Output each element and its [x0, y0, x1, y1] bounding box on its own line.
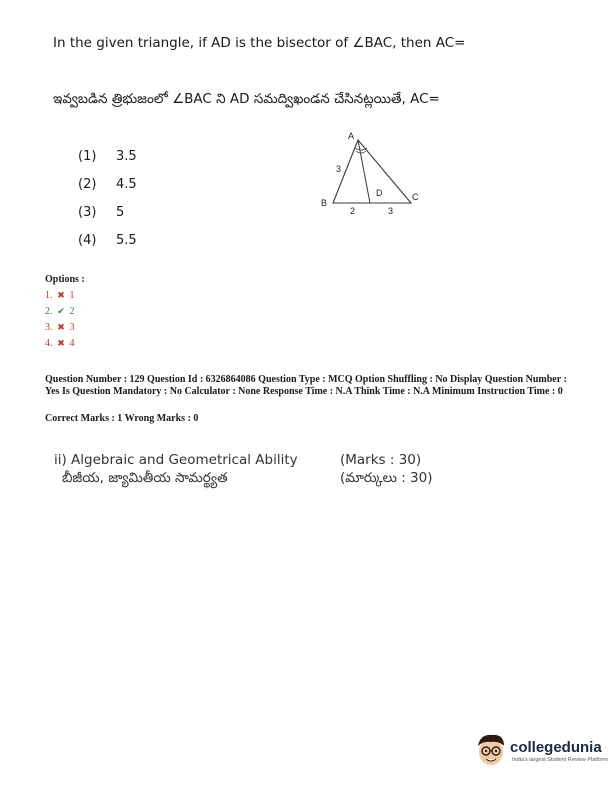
choice-4 [78, 233, 137, 248]
choice-3 [78, 205, 124, 220]
triangle-figure [315, 128, 425, 218]
choice-value: 5 [116, 205, 125, 220]
marks-info: Correct Marks : 1 Wrong Marks : 0 [45, 413, 199, 424]
check-icon: ✔ [57, 306, 65, 316]
triangle-abc [333, 140, 411, 203]
choice-value: 3.5 [116, 149, 137, 164]
option-label: 4. [45, 338, 53, 349]
option-2 [45, 306, 75, 317]
option-label: 2. [45, 306, 53, 317]
option-label: 1. [45, 290, 53, 301]
label-b: B [321, 198, 328, 208]
option-1 [45, 290, 75, 301]
choice-1 [78, 149, 137, 164]
label-a: A [348, 131, 355, 141]
section-title-telugu: బీజీయ, జ్యామితీయ సామర్థ్యత [62, 470, 228, 486]
choice-number: (1) [78, 149, 97, 164]
option-4 [45, 338, 75, 349]
logo-mascot-icon [474, 732, 508, 772]
cross-icon: ✖ [57, 322, 65, 332]
option-label: 3. [45, 322, 53, 333]
choice-number: (2) [78, 177, 97, 192]
label-d: D [376, 188, 383, 198]
options-title: Options : [45, 274, 85, 285]
option-value: 3 [69, 322, 75, 333]
section-marks-english: (Marks : 30) [340, 452, 422, 468]
segment-bd-length: 2 [350, 206, 356, 216]
choice-number: (3) [78, 205, 97, 220]
option-value: 4 [69, 338, 75, 349]
option-value: 2 [69, 306, 75, 317]
option-value: 1 [69, 290, 75, 301]
section-title-english: ii) Algebraic and Geometrical Ability [54, 452, 298, 468]
choice-number: (4) [78, 233, 97, 248]
label-c: C [412, 192, 419, 202]
side-ab-length: 3 [336, 164, 342, 174]
question-metadata: Question Number : 129 Question Id : 6326864086 Question Type : MCQ Option Shuffling : No Display Question Number : Yes Is Question Mandatory : No Calculator : None Response Time : N.A Think Time : N.A Minimum Instruction Time : 0 [45, 374, 567, 397]
section-marks-telugu: (మార్కులు : 30) [340, 470, 433, 486]
segment-dc-length: 3 [388, 206, 394, 216]
cross-icon: ✖ [57, 338, 65, 348]
choice-value: 5.5 [116, 233, 137, 248]
choice-2 [78, 177, 137, 192]
question-english: In the given triangle, if AD is the bisector of ∠BAC, then AC= [53, 35, 466, 51]
logo-tagline: India's largest Student Review Platform [512, 757, 608, 763]
choice-value: 4.5 [116, 177, 137, 192]
question-telugu: ఇవ్వబడిన త్రిభుజంలో ∠BAC ని AD సమద్విఖండన చేసినట్లయితే, AC= [53, 91, 440, 107]
logo-wordmark: collegedunia [510, 739, 602, 756]
option-3 [45, 322, 75, 333]
cross-icon: ✖ [57, 290, 65, 300]
angle-arc-inner [356, 151, 366, 153]
